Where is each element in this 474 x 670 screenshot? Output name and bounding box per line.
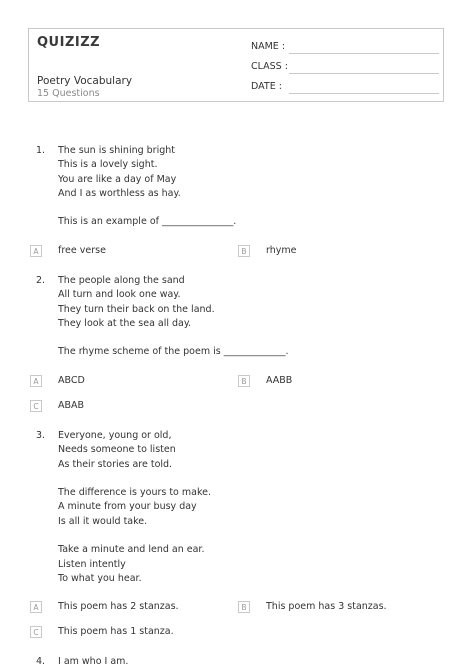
option-letter-box: A <box>30 245 42 257</box>
question-line: The people along the sand <box>58 275 185 286</box>
question-text <box>58 429 211 586</box>
question-line: Listen intently <box>58 558 126 570</box>
option-text: ABAB <box>58 400 85 411</box>
option-letter-box: B <box>238 601 250 613</box>
class-line <box>289 73 439 74</box>
question-text <box>58 144 236 230</box>
date-field[interactable] <box>251 81 439 95</box>
question-line: The rhyme scheme of the poem is _____________. <box>58 346 289 358</box>
question-line: This is an example of _______________. <box>58 216 237 228</box>
question-line: To what you hear. <box>58 572 142 584</box>
name-label: NAME : <box>251 41 286 52</box>
option-text: free verse <box>58 245 106 256</box>
question-line: All turn and look one way. <box>58 289 181 301</box>
class-field[interactable] <box>251 61 439 75</box>
name-line <box>289 53 439 54</box>
quizizz-logo: QUIZIZZ <box>37 35 101 50</box>
question-blank-line <box>58 201 236 215</box>
option-text: This poem has 1 stanza. <box>58 626 174 637</box>
question-line: The sun is shining bright <box>58 145 176 156</box>
name-field[interactable] <box>251 41 439 55</box>
question-line: Everyone, young or old, <box>58 430 172 441</box>
question-line: The difference is yours to make. <box>58 487 211 499</box>
option-letter-box: C <box>30 400 42 412</box>
option-letter-box: C <box>30 626 42 638</box>
question-number: 1. <box>36 145 46 156</box>
question-line: They turn their back on the land. <box>58 303 215 315</box>
question-blank-line <box>58 529 211 543</box>
option-letter-box: B <box>238 245 250 257</box>
worksheet-header <box>28 28 444 102</box>
option-letter-box: B <box>238 375 250 387</box>
option-letter-box: A <box>30 601 42 613</box>
question-number: 2. <box>36 275 46 286</box>
option-text: This poem has 3 stanzas. <box>266 601 387 612</box>
question-line: This is a lovely sight. <box>58 159 158 171</box>
option-text: ABCD <box>58 375 85 386</box>
question-line: As their stories are told. <box>58 458 173 470</box>
option-text: AABB <box>266 375 293 386</box>
question-blank-line <box>58 331 288 345</box>
question-line: Take a minute and lend an ear. <box>58 544 205 556</box>
question-line: And I as worthless as hay. <box>58 187 181 199</box>
class-label: CLASS : <box>251 61 288 72</box>
date-line <box>289 93 439 94</box>
question-blank-line <box>58 472 211 486</box>
question-text <box>58 655 128 669</box>
question-line: Is all it would take. <box>58 515 148 527</box>
question-count: 15 Questions <box>37 88 100 99</box>
option-letter-box: A <box>30 375 42 387</box>
date-label: DATE : <box>251 81 282 92</box>
worksheet-title: Poetry Vocabulary <box>37 75 133 87</box>
question-number: 4. <box>36 656 46 667</box>
option-text: This poem has 2 stanzas. <box>58 601 179 612</box>
question-text <box>58 274 288 360</box>
question-number: 3. <box>36 430 46 441</box>
question-line: You are like a day of May <box>58 173 177 185</box>
question-line: They look at the sea all day. <box>58 317 192 329</box>
question-line: A minute from your busy day <box>58 501 197 513</box>
question-line: Needs someone to listen <box>58 444 176 456</box>
question-line: I am who I am. <box>58 656 129 667</box>
option-text: rhyme <box>266 245 297 256</box>
